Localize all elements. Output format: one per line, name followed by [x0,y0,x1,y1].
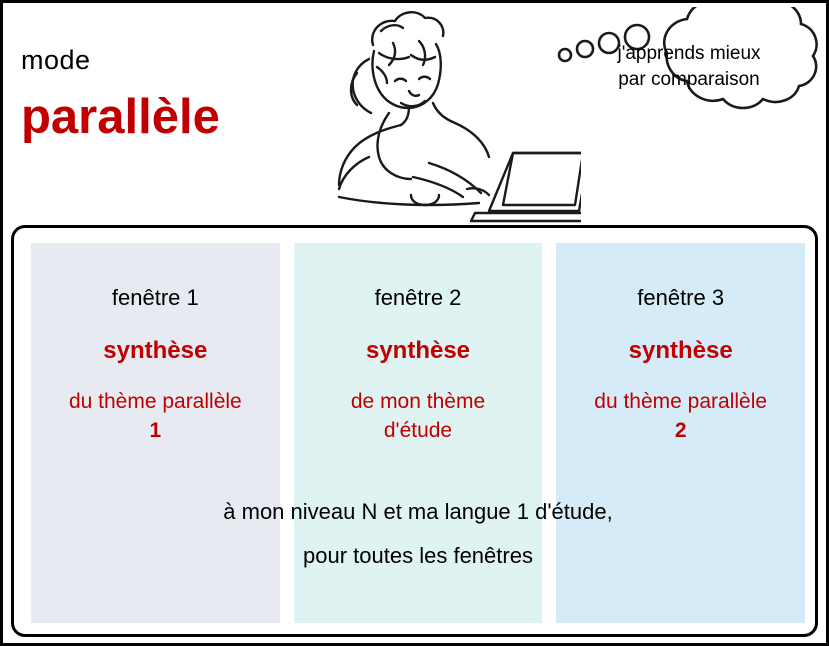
window-3-synthesis: synthèse [628,337,733,364]
window-2-title: fenêtre 2 [374,285,462,310]
mode-label: mode [21,45,91,75]
window-2-subtitle [294,387,543,445]
footer-line-2: pour toutes les fenêtres [303,543,533,568]
windows-panel [11,225,818,637]
window-3-number: 2 [674,419,687,442]
page-title: parallèle [21,90,220,144]
person-with-laptop-icon [261,7,581,225]
footer-line-1: à mon niveau N et ma langue 1 d'étude, [223,499,613,524]
columns-container [31,243,805,623]
window-1-title: fenêtre 1 [111,285,199,310]
window-2-subtitle-text: de mon thème [350,390,486,413]
header [3,3,826,225]
window-column-2 [294,243,543,623]
window-1-synthesis: synthèse [103,337,208,364]
window-1-subtitle-text: du thème parallèle [68,390,242,413]
window-column-3 [556,243,805,623]
window-3-subtitle-text: du thème parallèle [594,390,768,413]
window-2-synthesis: synthèse [365,337,471,364]
window-3-subtitle [556,387,805,445]
window-column-1 [31,243,280,623]
thought-bubble-text: j'apprends mieux par comparaison [617,43,761,90]
window-1-number: 1 [149,419,162,442]
window-1-subtitle [31,387,280,445]
window-3-title: fenêtre 3 [637,285,725,310]
window-2-number: d'étude [383,419,453,442]
